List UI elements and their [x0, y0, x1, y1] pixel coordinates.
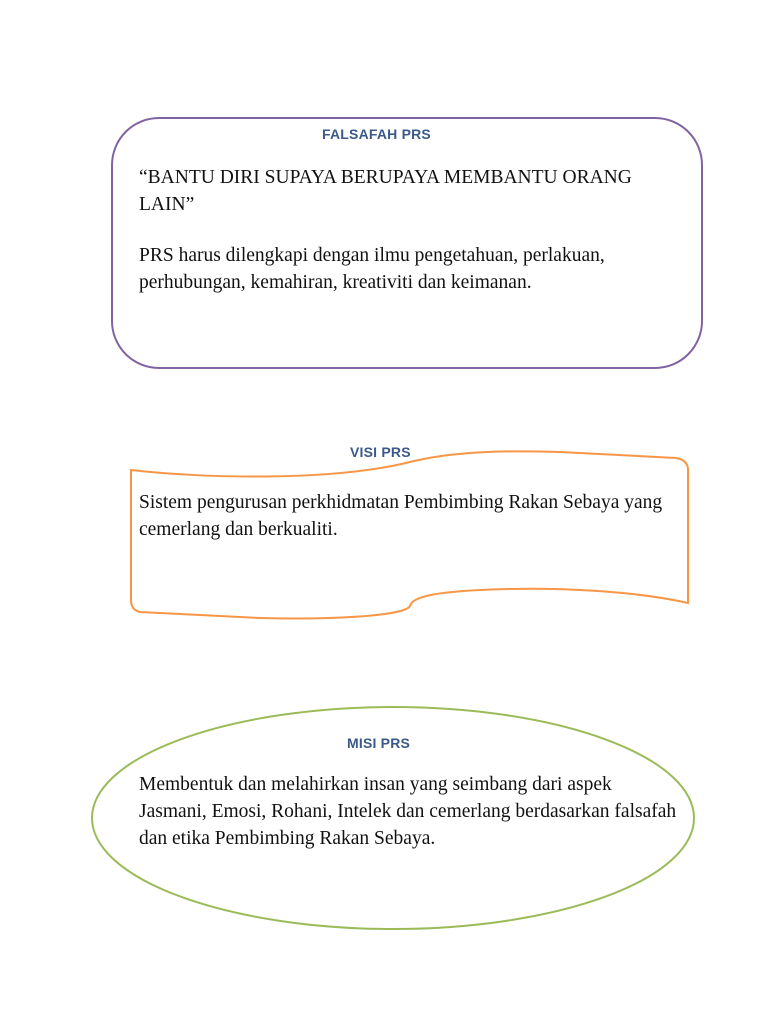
misi-heading: MISI PRS — [347, 735, 411, 751]
misi-body-text: Membentuk dan melahirkan insan yang seimbang dari aspek Jasmani, Emosi, Rohani, Intelek dan cemerlang berdasarkan falsafah dan etika Pembimbing Rakan Sebaya. — [139, 774, 677, 849]
visi-body-text: Sistem pengurusan perkhidmatan Pembimbing Rakan Sebaya yang cemerlang dan berkualiti. — [139, 492, 663, 540]
falsafah-quote: “BANTU DIRI SUPAYA BERUPAYA MEMBANTU ORANG LAIN” — [139, 167, 632, 215]
falsafah-heading: FALSAFAH PRS — [322, 126, 431, 142]
falsafah-body-text: PRS harus dilengkapi dengan ilmu pengetahuan, perlakuan, perhubungan, kemahiran, kreativiti dan keimanan. — [139, 245, 605, 293]
visi-heading: VISI PRS — [350, 444, 411, 460]
